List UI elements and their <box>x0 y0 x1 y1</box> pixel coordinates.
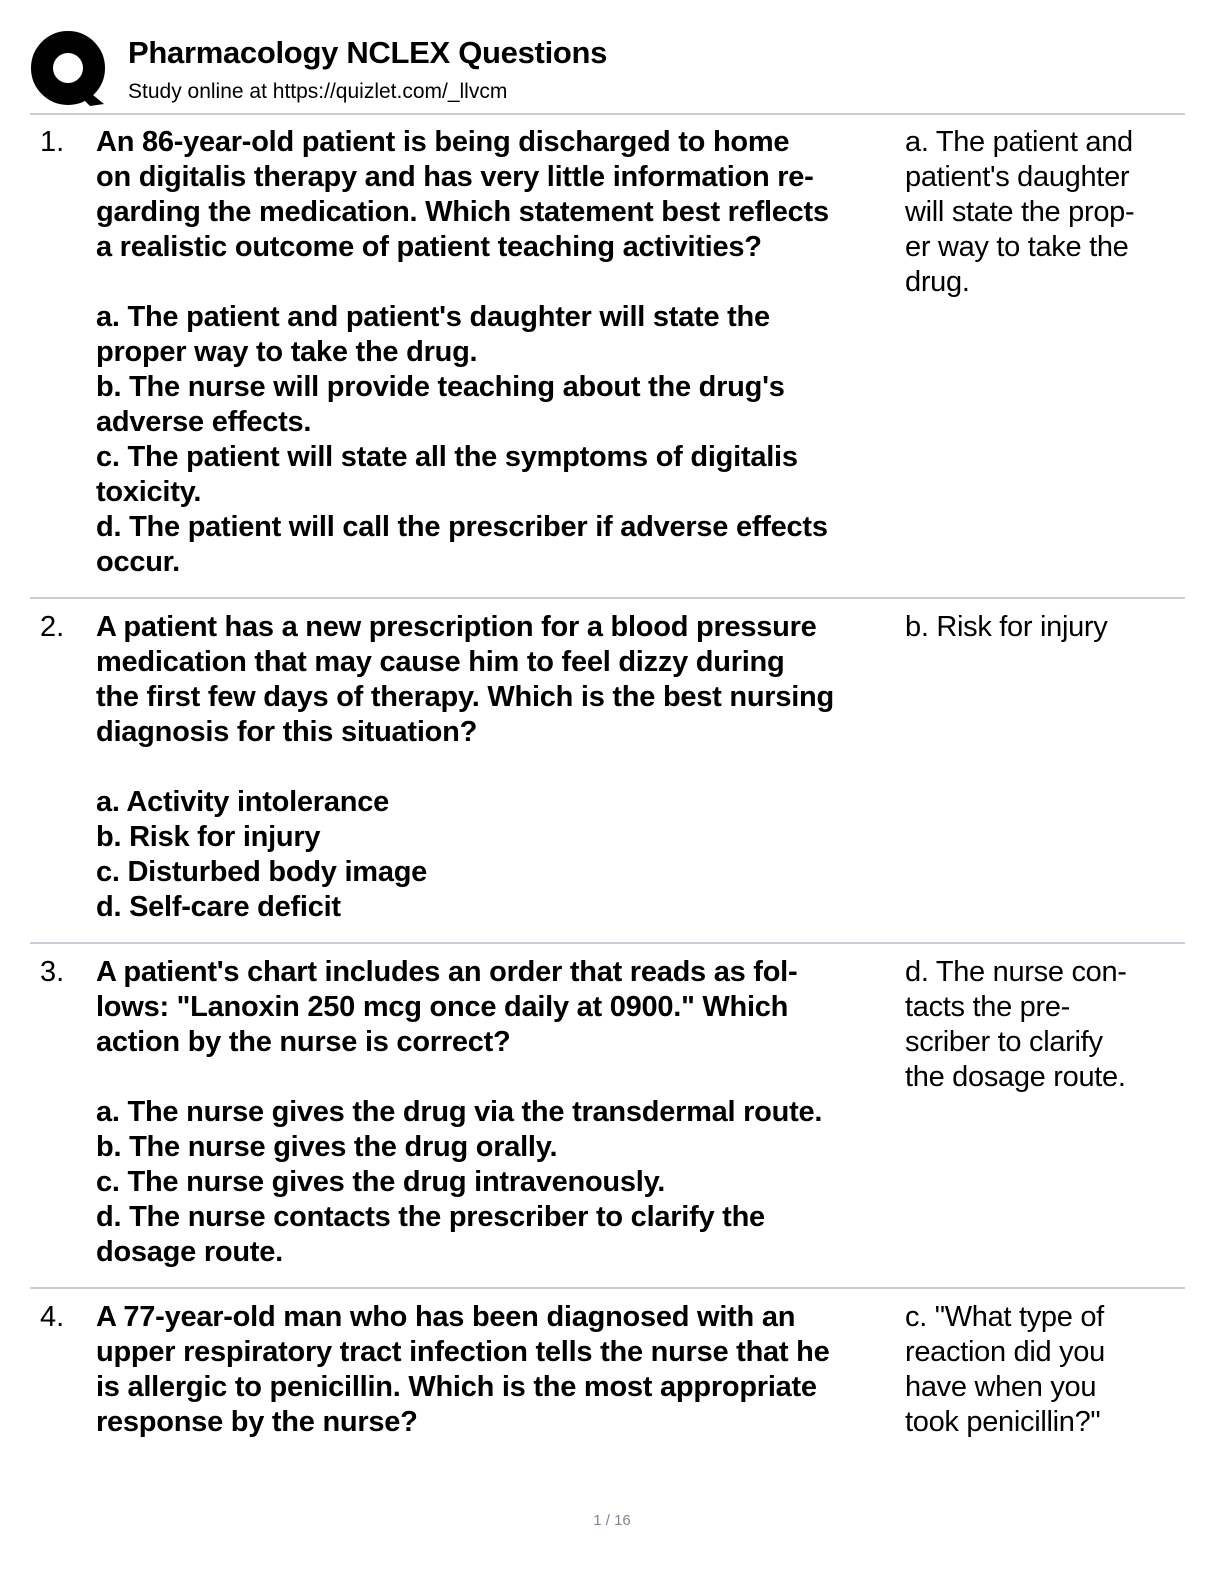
option-b: b. The nurse gives the drug orally. <box>96 1131 558 1163</box>
answer-text: a. The patient and patient's daughter will state the prop- er way to take the drug. <box>905 126 1135 298</box>
header-divider <box>30 113 1185 115</box>
option-c: c. Disturbed body image <box>96 856 428 888</box>
question <box>96 1300 901 1440</box>
option-c: c. The patient will state all the symptoms of digitalis toxicity. <box>96 441 798 508</box>
question <box>96 610 901 925</box>
question <box>96 955 901 1270</box>
page-number: 1 / 16 <box>593 1512 631 1529</box>
card-divider <box>30 597 1185 599</box>
page-title: Pharmacology NCLEX Questions <box>128 35 608 70</box>
options-list <box>96 300 901 580</box>
study-link[interactable]: Study online at https://quizlet.com/_llvcm <box>128 80 508 103</box>
question-text: A patient's chart includes an order that reads as fol- lows: "Lanoxin 250 mcg once daily at 0900." Which action by the nurse is correct? <box>96 956 798 1058</box>
card-number: 4. <box>40 1301 65 1333</box>
option-b: b. Risk for injury <box>96 821 321 853</box>
question-text: A patient has a new prescription for a blood pressure medication that may cause him to feel dizzy during the first few days of therapy. Which is the best nursing diagnosis for this situation? <box>96 611 834 748</box>
option-d: d. Self-care deficit <box>96 891 341 923</box>
quizlet-logo-icon <box>30 30 110 110</box>
question-text: A 77-year-old man who has been diagnosed with an upper respiratory tract infection tells the nurse that he is allergic to penicillin. Which is the most appropriate response by the nurse? <box>96 1301 830 1438</box>
answer-text: b. Risk for injury <box>905 611 1108 643</box>
page-header <box>30 30 1190 110</box>
option-b: b. The nurse will provide teaching about the drug's adverse effects. <box>96 371 785 438</box>
card-number: 3. <box>40 956 65 988</box>
option-a: a. Activity intolerance <box>96 786 389 818</box>
answer-text: d. The nurse con- tacts the pre- scriber to clarify the dosage route. <box>905 956 1127 1093</box>
option-c: c. The nurse gives the drug intravenously. <box>96 1166 666 1198</box>
option-d: d. The patient will call the prescriber if adverse effects occur. <box>96 511 828 578</box>
card-divider <box>30 942 1185 944</box>
options-list <box>96 785 901 925</box>
answer-text: c. "What type of reaction did you have when you took penicillin?" <box>905 1301 1105 1438</box>
card-divider <box>30 1287 1185 1289</box>
option-a: a. The nurse gives the drug via the transdermal route. <box>96 1096 823 1128</box>
card-number: 1. <box>40 126 65 158</box>
question-text: An 86-year-old patient is being discharged to home on digitalis therapy and has very little information re- garding the medication. Which statement best reflects a realistic outcome of patient teaching activities? <box>96 126 829 263</box>
option-d: d. The nurse contacts the prescriber to clarify the dosage route. <box>96 1201 765 1268</box>
card-number: 2. <box>40 611 65 643</box>
question <box>96 125 901 580</box>
options-list <box>96 1095 901 1270</box>
option-a: a. The patient and patient's daughter will state the proper way to take the drug. <box>96 301 770 368</box>
